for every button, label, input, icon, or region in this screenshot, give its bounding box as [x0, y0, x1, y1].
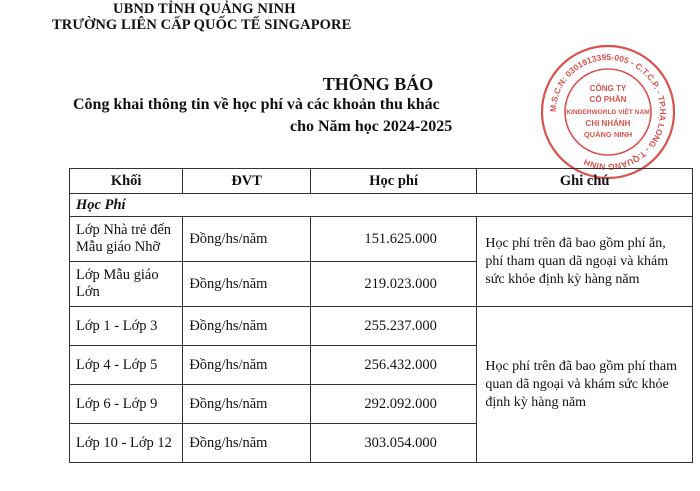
fee-cell: 151.625.000 — [310, 217, 476, 262]
stamp-ring-text: M.S.C.N: 0301913395-005 - C.T.C.P. - TP.HẠ LONG - T.QUẢNG NINH — [547, 51, 669, 173]
section-row — [70, 194, 693, 217]
grade-cell: Lớp 1 - Lớp 3 — [70, 307, 183, 346]
header-note: Ghi chú — [477, 169, 693, 194]
company-stamp — [538, 42, 678, 182]
org-line-1: UBND TỈNH QUẢNG NINH — [113, 1, 296, 17]
fee-cell: 292.092.000 — [310, 385, 476, 424]
fee-cell: 256.432.000 — [310, 346, 476, 385]
section-title: Học Phí — [70, 194, 693, 217]
table-row — [70, 217, 693, 262]
grade-cell: Lớp Mẫu giáo Lớn — [70, 262, 183, 307]
stamp-line-3: KINDERWORLD VIỆT NAM — [566, 109, 650, 116]
org-line-2: TRƯỜNG LIÊN CẤP QUỐC TẾ SINGAPORE — [52, 17, 352, 33]
grade-cell: Lớp 4 - Lớp 5 — [70, 346, 183, 385]
stamp-line-2: CỔ PHẦN — [589, 95, 627, 104]
note-cell-school: Học phí trên đã bao gồm phí tham quan dã ngoại và khám sức khỏe định kỳ hàng năm — [477, 307, 693, 463]
grade-cell: Lớp Nhà trẻ đến Mẫu giáo Nhỡ — [70, 217, 183, 262]
stamp-line-1: CÔNG TY — [589, 84, 627, 93]
fee-cell: 255.237.000 — [310, 307, 476, 346]
document-subtitle: Công khai thông tin về học phí và các khoản thu khác — [73, 96, 440, 113]
tuition-table — [69, 168, 693, 463]
unit-cell: Đồng/hs/năm — [183, 424, 311, 463]
note-cell-preschool: Học phí trên đã bao gồm phí ăn, phí tham quan dã ngoại và khám sức khỏe định kỳ hàng năm — [477, 217, 693, 307]
unit-cell: Đồng/hs/năm — [183, 217, 311, 262]
stamp-line-5: QUẢNG NINH — [583, 130, 633, 139]
grade-cell: Lớp 10 - Lớp 12 — [70, 424, 183, 463]
header-grade: Khối — [70, 169, 183, 194]
header-unit: ĐVT — [183, 169, 311, 194]
table-row — [70, 307, 693, 346]
document-year: cho Năm học 2024-2025 — [290, 118, 453, 135]
table-header-row — [70, 169, 693, 194]
stamp-line-4: CHI NHÁNH — [585, 119, 631, 128]
header-fee: Học phí — [310, 169, 476, 194]
document-title: THÔNG BÁO — [322, 74, 434, 94]
unit-cell: Đồng/hs/năm — [183, 262, 311, 307]
unit-cell: Đồng/hs/năm — [183, 307, 311, 346]
unit-cell: Đồng/hs/năm — [183, 346, 311, 385]
unit-cell: Đồng/hs/năm — [183, 385, 311, 424]
fee-cell: 303.054.000 — [310, 424, 476, 463]
grade-cell: Lớp 6 - Lớp 9 — [70, 385, 183, 424]
fee-cell: 219.023.000 — [310, 262, 476, 307]
